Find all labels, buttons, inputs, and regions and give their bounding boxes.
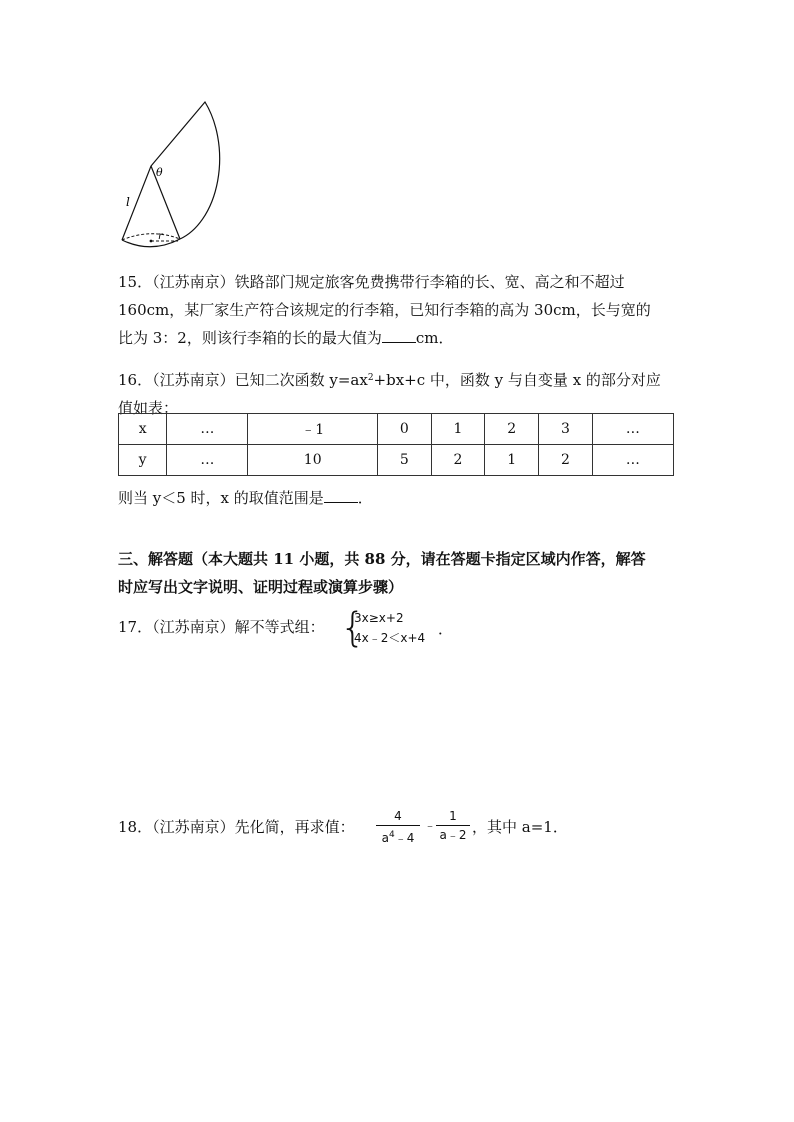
table-cell: …	[592, 414, 673, 445]
radius-r-label: r	[158, 231, 163, 242]
table-cell: …	[592, 445, 673, 476]
table-cell: 5	[377, 445, 431, 476]
q16-line-2: 值如表：	[118, 399, 179, 417]
table-row-y	[119, 445, 674, 476]
table-cell: 1	[485, 445, 539, 476]
q16-tail-end: ．	[357, 489, 373, 507]
table-cell: 2	[485, 414, 539, 445]
base-center	[150, 240, 153, 243]
table-cell: 1	[431, 414, 485, 445]
table-cell: ﹣1	[248, 414, 377, 445]
q18-tail: ，其中 a=1．	[472, 818, 568, 836]
xy-value-table	[118, 413, 674, 476]
q15-line-1: 15．（江苏南京）铁路部门规定旅客免费携带行李箱的长、宽、高之和不超过	[118, 273, 625, 291]
fraction-1-numerator: 4	[394, 809, 402, 823]
q16-exponent: 2	[367, 373, 374, 383]
section-3-heading	[118, 545, 678, 601]
denominator-base: a	[381, 831, 389, 845]
q15-unit: cm．	[415, 329, 454, 347]
q15-line-2: 160cm，某厂家生产符合该规定的行李箱，已知行李箱的高为 30cm，长与宽的	[118, 301, 651, 319]
q15-answer-blank	[382, 328, 416, 343]
q17-end: ．	[438, 620, 454, 638]
fraction-2-denominator: a﹣2	[439, 828, 467, 842]
q16-line-1	[118, 364, 678, 394]
fraction-2	[436, 808, 470, 843]
inequality-2: 4x﹣2＜x+4	[354, 631, 426, 645]
q16-line-1-text: 16．（江苏南京）已知二次函数 y=ax	[118, 371, 368, 389]
inequality-1: 3x≥x+2	[354, 611, 404, 625]
table-cell: x	[119, 414, 167, 445]
denominator-exponent: 4	[388, 830, 395, 840]
sector-outline	[122, 102, 220, 240]
q16-question-line	[118, 484, 678, 512]
fraction-1	[376, 808, 420, 846]
table-row-x	[119, 414, 674, 445]
q16-line-1-rest: +bx+c 中，函数 y 与自变量 x 的部分对应	[373, 371, 661, 389]
denominator-rest: ﹣4	[394, 831, 415, 845]
table-cell: y	[119, 445, 167, 476]
fraction-1-bar	[376, 825, 420, 826]
table-cell: 2	[539, 445, 593, 476]
table-cell: 10	[248, 445, 377, 476]
cone-base-back	[122, 234, 180, 240]
q17-lead: 17．（江苏南京）解不等式组：	[118, 618, 325, 636]
minus-sign: ﹣	[424, 818, 437, 832]
slant-l-label: l	[126, 195, 130, 209]
q15-line-3	[118, 324, 678, 352]
fraction-1-denominator	[376, 827, 420, 846]
table-cell: 3	[539, 414, 593, 445]
inequality-system	[354, 608, 425, 648]
table-cell: 2	[431, 445, 485, 476]
fraction-2-bar	[436, 825, 470, 826]
question-15	[118, 268, 678, 352]
angle-theta-label: θ	[156, 166, 163, 179]
system-brace: {	[340, 605, 366, 651]
table-cell: …	[167, 445, 248, 476]
fraction-2-numerator: 1	[449, 809, 457, 823]
section-3-line-1: 三、解答题（本大题共 11 小题，共 88 分，请在答题卡指定区域内作答，解答	[118, 550, 646, 568]
q16-answer-blank	[324, 488, 358, 503]
q15-line-3-text: 比为 3：2，则该行李箱的长的最大值为	[118, 329, 382, 347]
q16-tail-text: 则当 y＜5 时，x 的取值范围是	[118, 489, 324, 507]
section-3-line-2: 时应写出文字说明、证明过程或演算步骤）	[118, 578, 404, 596]
table-cell: 0	[377, 414, 431, 445]
q18-lead: 18．（江苏南京）先化简，再求值：	[118, 818, 355, 836]
cone-sector-figure	[112, 96, 252, 256]
table-cell: …	[167, 414, 248, 445]
